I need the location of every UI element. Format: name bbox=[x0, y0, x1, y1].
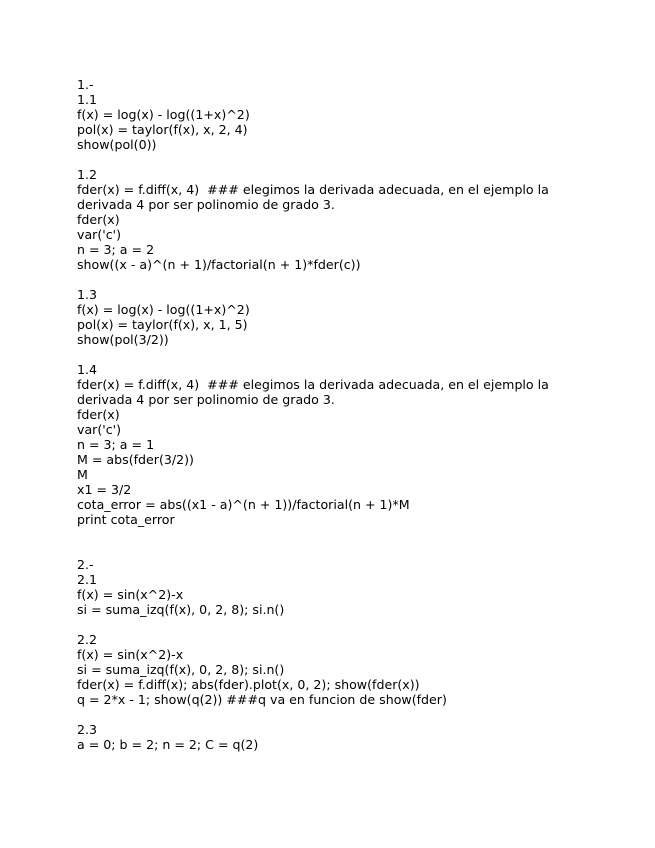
code-line: print cota_error bbox=[77, 512, 175, 527]
code-line: fder(x) bbox=[77, 212, 120, 227]
code-line: pol(x) = taylor(f(x), x, 1, 5) bbox=[77, 317, 248, 332]
subsection-label: 2.3 bbox=[77, 722, 98, 737]
subsection-label: 2.2 bbox=[77, 632, 98, 647]
section-heading: 1.- bbox=[77, 77, 94, 92]
subsection-label: 1.1 bbox=[77, 92, 98, 107]
code-line: cota_error = abs((x1 - a)^(n + 1))/factorial(n + 1)*M bbox=[77, 497, 410, 512]
code-line: fder(x) = f.diff(x, 4) ### elegimos la derivada adecuada, en el ejemplo la derivada 4 por ser polinomio de grado 3. bbox=[77, 377, 553, 407]
subsection-label: 2.1 bbox=[77, 572, 98, 587]
code-line: x1 = 3/2 bbox=[77, 482, 132, 497]
code-line: var('c') bbox=[77, 422, 122, 437]
code-line: fder(x) bbox=[77, 407, 120, 422]
code-line: var('c') bbox=[77, 227, 122, 242]
code-line: n = 3; a = 2 bbox=[77, 242, 155, 257]
code-line: show(pol(0)) bbox=[77, 137, 157, 152]
code-line: M bbox=[77, 467, 88, 482]
subsection-label: 1.3 bbox=[77, 287, 98, 302]
code-line: si = suma_izq(f(x), 0, 2, 8); si.n() bbox=[77, 602, 285, 617]
code-line: si = suma_izq(f(x), 0, 2, 8); si.n() bbox=[77, 662, 285, 677]
code-line: f(x) = log(x) - log((1+x)^2) bbox=[77, 302, 250, 317]
code-line: fder(x) = f.diff(x, 4) ### elegimos la derivada adecuada, en el ejemplo la derivada 4 por ser polinomio de grado 3. bbox=[77, 182, 553, 212]
subsection-label: 1.2 bbox=[77, 167, 98, 182]
code-line: q = 2*x - 1; show(q(2)) ###q va en funcion de show(fder) bbox=[77, 692, 447, 707]
code-line: show(pol(3/2)) bbox=[77, 332, 169, 347]
subsection-label: 1.4 bbox=[77, 362, 98, 377]
code-line: n = 3; a = 1 bbox=[77, 437, 155, 452]
document-body bbox=[77, 77, 577, 752]
code-line: M = abs(fder(3/2)) bbox=[77, 452, 194, 467]
code-line: f(x) = sin(x^2)-x bbox=[77, 587, 184, 602]
code-line: a = 0; b = 2; n = 2; C = q(2) bbox=[77, 737, 259, 752]
code-line: show((x - a)^(n + 1)/factorial(n + 1)*fder(c)) bbox=[77, 257, 361, 272]
code-line: f(x) = sin(x^2)-x bbox=[77, 647, 184, 662]
code-line: fder(x) = f.diff(x); abs(fder).plot(x, 0, 2); show(fder(x)) bbox=[77, 677, 420, 692]
code-line: f(x) = log(x) - log((1+x)^2) bbox=[77, 107, 250, 122]
code-line: pol(x) = taylor(f(x), x, 2, 4) bbox=[77, 122, 248, 137]
section-heading: 2.- bbox=[77, 557, 94, 572]
